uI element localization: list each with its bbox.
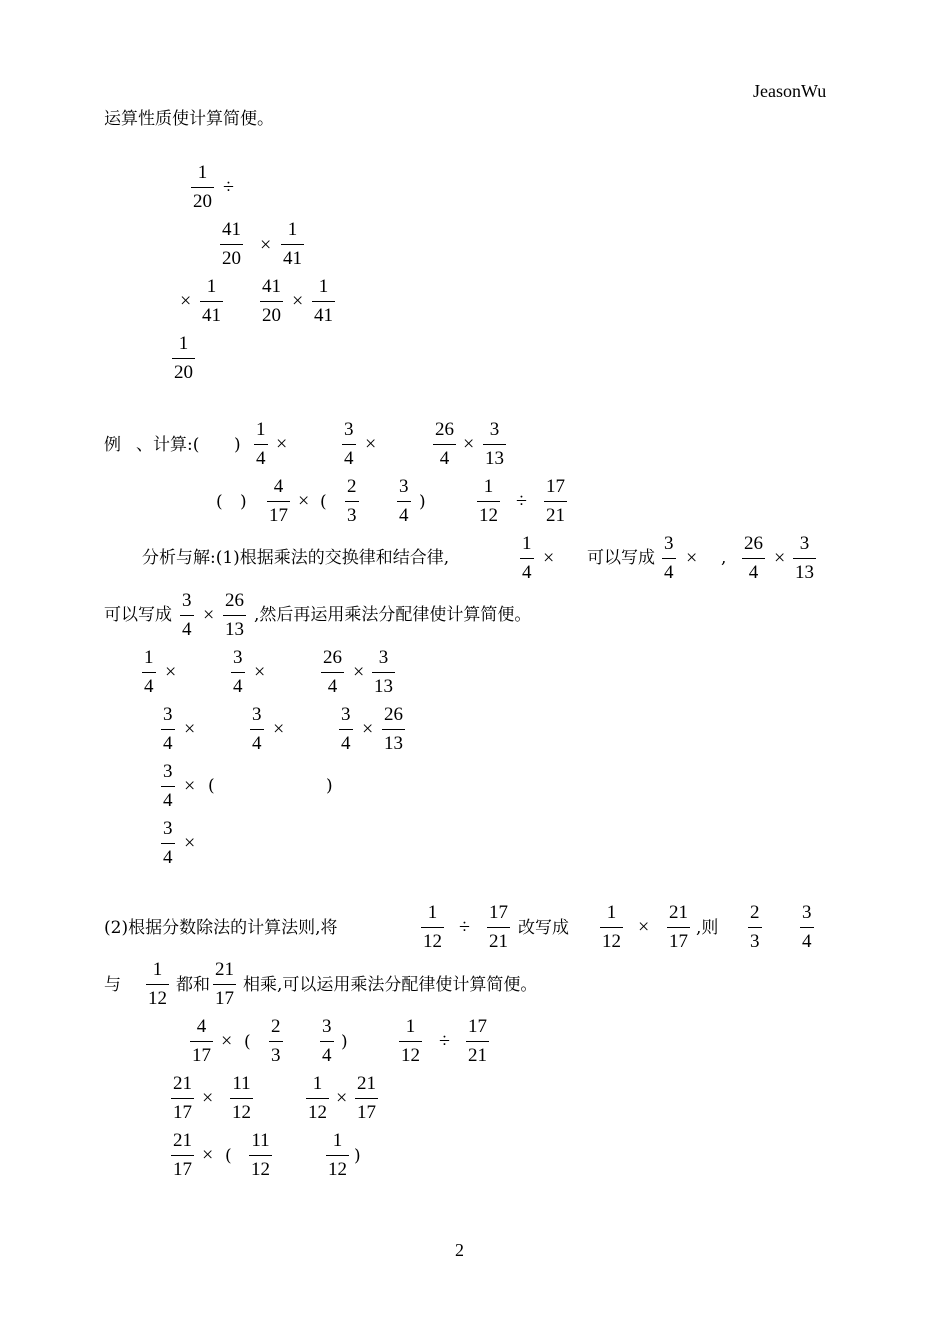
fraction: 1 12 <box>479 476 498 526</box>
fraction: 21 17 <box>215 959 234 1009</box>
times-sign: × <box>184 718 196 740</box>
fraction: 41 20 <box>262 276 281 326</box>
times-sign: × <box>638 916 650 938</box>
intro-text: 运算性质使计算简便。 <box>104 109 274 129</box>
fraction: 3 13 <box>485 419 504 469</box>
fraction: 1 12 <box>602 902 621 952</box>
times-sign: × <box>276 433 288 455</box>
times-sign: × <box>221 1030 233 1052</box>
fraction: 1 12 <box>308 1073 327 1123</box>
times-sign: × <box>184 775 196 797</box>
times-sign: × <box>273 718 285 740</box>
divide-sign: ÷ <box>439 1030 450 1052</box>
analysis2-line2-end: 相乘,可以运用乘法分配律使计算简便。 <box>243 975 538 995</box>
fraction: 3 4 <box>399 476 409 526</box>
example-title-close: ) <box>234 435 241 455</box>
fraction: 41 20 <box>222 219 241 269</box>
analysis2-intro: (2)根据分数除法的计算法则,将 <box>104 918 338 938</box>
fraction: 11 12 <box>251 1130 270 1180</box>
fraction: 1 12 <box>148 959 167 1009</box>
fraction: 3 4 <box>341 704 351 754</box>
fraction: 2 3 <box>347 476 357 526</box>
times-sign: × <box>365 433 377 455</box>
fraction: 26 4 <box>323 647 342 697</box>
times-sign: × <box>202 1144 214 1166</box>
times-sign: × <box>184 832 196 854</box>
fraction: 1 4 <box>522 533 532 583</box>
fraction: 3 4 <box>182 590 192 640</box>
header-author: JeasonWu <box>753 81 827 101</box>
fraction: 4 17 <box>269 476 288 526</box>
divide-sign: ÷ <box>223 176 234 198</box>
analysis2-mid: 改写成 <box>518 918 569 938</box>
fraction: 3 4 <box>322 1016 332 1066</box>
times-sign: × <box>336 1087 348 1109</box>
times-sign: × <box>774 547 786 569</box>
fraction: 11 12 <box>232 1073 251 1123</box>
fraction: 3 4 <box>163 761 173 811</box>
fraction: 26 13 <box>384 704 403 754</box>
times-sign: × <box>543 547 555 569</box>
paren: ( <box>216 492 223 512</box>
fraction: 1 41 <box>314 276 333 326</box>
fraction: 26 4 <box>744 533 763 583</box>
fraction: 3 13 <box>374 647 393 697</box>
fraction: 26 13 <box>225 590 244 640</box>
fraction: 2 3 <box>271 1016 281 1066</box>
times-sign: × <box>180 290 192 312</box>
fraction: 1 12 <box>401 1016 420 1066</box>
analysis1-line2-end: ,然后再运用乘法分配律使计算简便。 <box>254 605 532 625</box>
analysis2-then: ,则 <box>696 918 719 938</box>
page-number: 2 <box>455 1240 464 1260</box>
times-sign: × <box>203 604 215 626</box>
divide-sign: ÷ <box>459 916 470 938</box>
fraction: 3 4 <box>163 818 173 868</box>
fraction: 3 4 <box>252 704 262 754</box>
analysis2-and: 都和 <box>176 975 210 995</box>
fraction: 1 4 <box>256 419 266 469</box>
fraction: 2 3 <box>750 902 760 952</box>
fraction: 1 12 <box>423 902 442 952</box>
analysis2-line2-start: 与 <box>104 975 121 995</box>
fraction: 3 4 <box>163 704 173 754</box>
fraction: 4 17 <box>192 1016 211 1066</box>
paren-close: ) <box>419 492 426 512</box>
paren: ) <box>240 492 247 512</box>
times-sign: × <box>292 290 304 312</box>
paren-open: ( <box>320 492 327 512</box>
fraction: 21 17 <box>669 902 688 952</box>
fraction: 3 4 <box>802 902 812 952</box>
fraction: 1 20 <box>174 333 193 383</box>
fraction: 1 12 <box>328 1130 347 1180</box>
analysis1-line2-start: 可以写成 <box>104 605 172 625</box>
example-label: 例 <box>104 435 121 455</box>
divide-sign: ÷ <box>516 490 527 512</box>
fraction: 1 20 <box>193 162 212 212</box>
times-sign: × <box>353 661 365 683</box>
fraction: 3 4 <box>664 533 674 583</box>
fraction: 21 17 <box>357 1073 376 1123</box>
fraction: 26 4 <box>435 419 454 469</box>
times-sign: × <box>202 1087 214 1109</box>
fraction: 1 41 <box>283 219 302 269</box>
fraction: 17 21 <box>468 1016 487 1066</box>
times-sign: × <box>463 433 475 455</box>
fraction: 1 4 <box>144 647 154 697</box>
times-sign: × <box>165 661 177 683</box>
paren-close: ) <box>341 1032 348 1052</box>
times-sign: × <box>362 718 374 740</box>
fraction: 3 4 <box>344 419 354 469</box>
paren-open: ( <box>208 776 215 796</box>
times-sign: × <box>686 547 698 569</box>
times-sign: × <box>254 661 266 683</box>
paren-close: ) <box>326 776 333 796</box>
fraction: 17 21 <box>546 476 565 526</box>
fraction: 21 17 <box>173 1130 192 1180</box>
fraction: 1 41 <box>202 276 221 326</box>
fraction: 17 21 <box>489 902 508 952</box>
times-sign: × <box>298 490 310 512</box>
analysis1-mid: 可以写成 <box>587 548 655 568</box>
fraction: 3 13 <box>795 533 814 583</box>
fraction: 21 17 <box>173 1073 192 1123</box>
fraction: 3 4 <box>233 647 243 697</box>
example-title: 、计算:( <box>136 435 200 455</box>
times-sign: × <box>260 234 272 256</box>
analysis1-comma: , <box>721 548 727 568</box>
paren-open: ( <box>244 1032 251 1052</box>
analysis1-intro: 分析与解:(1)根据乘法的交换律和结合律, <box>142 548 450 568</box>
paren-open: ( <box>225 1146 232 1166</box>
paren-close: ) <box>354 1146 361 1166</box>
